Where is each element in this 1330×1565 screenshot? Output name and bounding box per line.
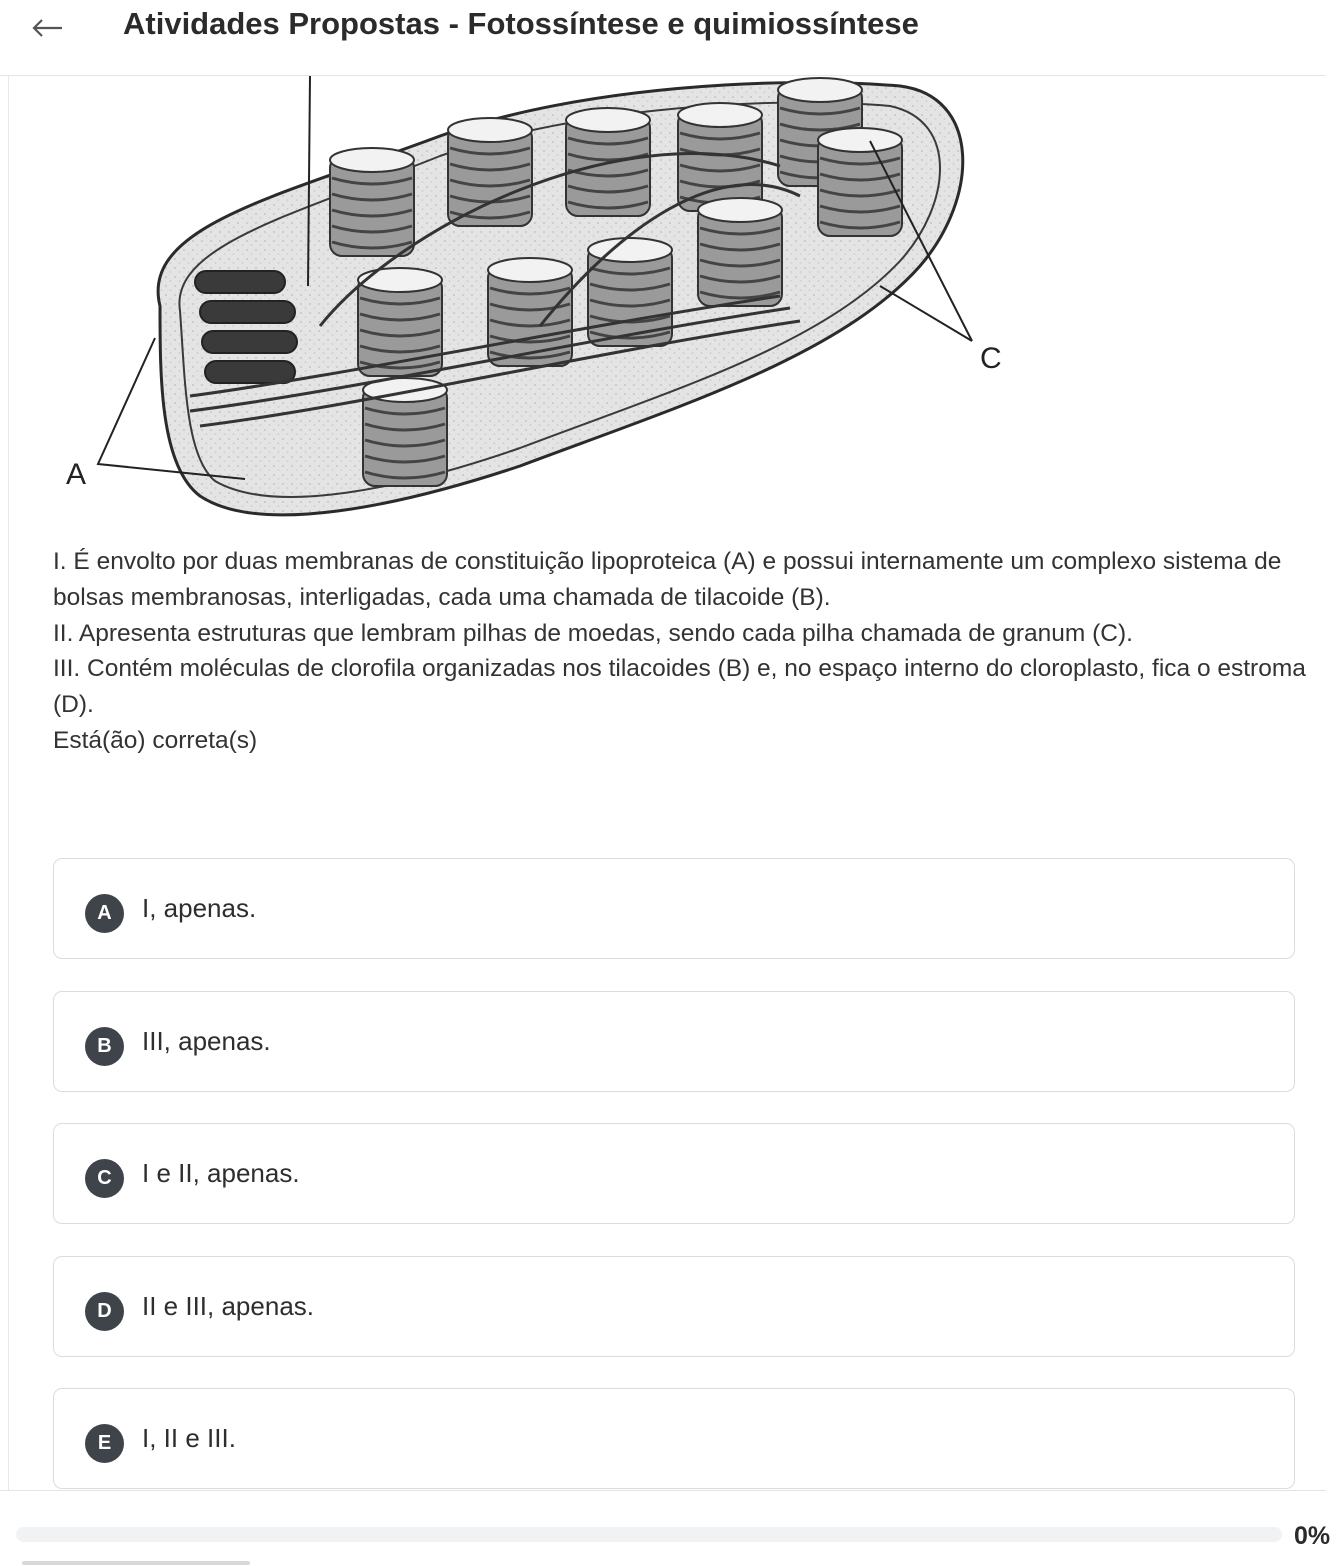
footer-edge [22, 1561, 250, 1565]
option-letter-badge: A [85, 894, 124, 933]
progress-label: 0% [1294, 1522, 1330, 1550]
diagram-label-a: A [66, 458, 87, 491]
option-e[interactable] [53, 1388, 1295, 1489]
option-text: III, apenas. [142, 1026, 271, 1056]
option-b[interactable] [53, 991, 1295, 1092]
option-letter-badge: E [85, 1424, 124, 1463]
question-prompt: Está(ão) correta(s) [53, 726, 258, 754]
option-letter-badge: B [85, 1027, 124, 1066]
header-bar [0, 0, 1326, 76]
progress-bar [16, 1527, 1282, 1542]
arrow-left-icon [31, 18, 65, 38]
option-d[interactable] [53, 1256, 1295, 1357]
option-a[interactable] [53, 858, 1295, 959]
statement-2: II. Apresenta estruturas que lembram pilhas de moedas, sendo cada pilha chamada de granum (C). [53, 619, 1133, 647]
diagram-label-c: C [980, 342, 1002, 375]
footer-divider [0, 1490, 1326, 1491]
option-c[interactable] [53, 1123, 1295, 1224]
option-text: I, II e III. [142, 1423, 236, 1453]
question-text [53, 544, 1313, 759]
option-text: II e III, apenas. [142, 1291, 314, 1321]
back-button[interactable] [28, 8, 68, 48]
page-title: Atividades Propostas - Fotossíntese e quimiossíntese [123, 6, 919, 41]
chloroplast-diagram [20, 76, 1100, 536]
option-letter-badge: D [85, 1292, 124, 1331]
option-text: I, apenas. [142, 893, 257, 923]
option-text: I e II, apenas. [142, 1158, 300, 1188]
option-letter-badge: C [85, 1159, 124, 1198]
statement-3: III. Contém moléculas de clorofila organizadas nos tilacoides (B) e, no espaço interno do cloroplasto, fica o estroma (D). [53, 655, 1306, 719]
statement-1: I. É envolto por duas membranas de constituição lipoproteica (A) e possui internamente um complexo sistema de bolsas membranosas, interligadas, cada uma chamada de tilacoide (B). [53, 548, 1282, 611]
content-left-border [8, 76, 9, 1490]
